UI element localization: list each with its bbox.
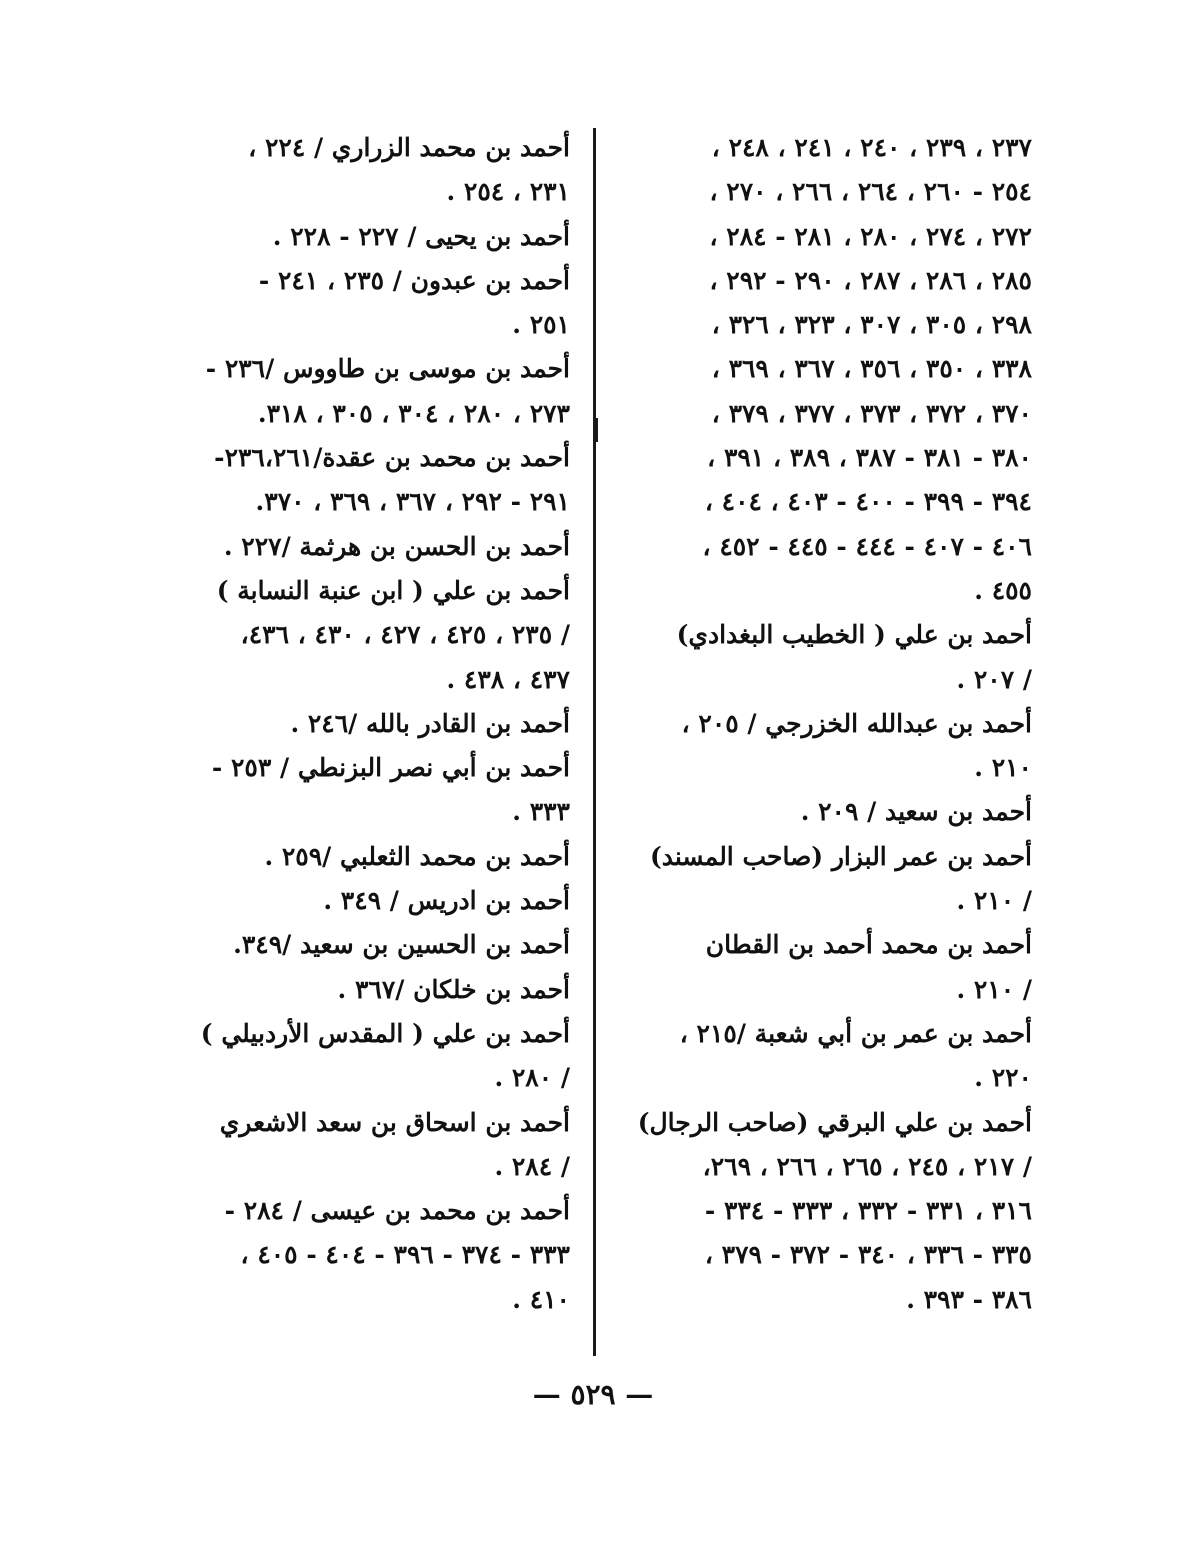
index-line: ٣٣٣ - ٣٧٤ - ٣٩٦ - ٤٠٤ - ٤٠٥ ، <box>240 1240 570 1270</box>
column-divider-mark <box>595 418 598 442</box>
index-line: ٢٩٨ ، ٣٠٥ ، ٣٠٧ ، ٣٢٣ ، ٣٢٦ ، <box>711 310 1032 340</box>
index-line: أحمد بن سعيد / ٢٠٩ . <box>800 797 1032 827</box>
index-line: ٣٣٨ ، ٣٥٠ ، ٣٥٦ ، ٣٦٧ ، ٣٦٩ ، <box>711 354 1032 384</box>
page-number: — ٥٢٩ — <box>532 1378 654 1411</box>
index-line: أحمد بن عبدون / ٢٣٥ ، ٢٤١ - <box>258 265 570 295</box>
index-line: أحمد بن محمد أحمد بن القطان <box>705 930 1032 960</box>
index-line: ٤٥٥ . <box>974 575 1032 605</box>
index-line: / ٢٣٥ ، ٤٢٥ ، ٤٢٧ ، ٤٣٠ ، ٤٣٦، <box>240 620 570 650</box>
index-line: / ٢١٠ . <box>956 886 1032 916</box>
index-line: ٣١٦ ، ٣٣١ - ٣٣٢ ، ٣٣٣ - ٣٣٤ - <box>704 1196 1032 1226</box>
index-line: / ٢١٧ ، ٢٤٥ ، ٢٦٥ ، ٢٦٦ ، ٢٦٩، <box>702 1151 1032 1181</box>
index-line: ٣٨٠ - ٣٨١ - ٣٨٧ ، ٣٨٩ ، ٣٩١ ، <box>707 443 1032 473</box>
index-line: ٢٣١ ، ٢٥٤ . <box>446 177 570 207</box>
index-line: / ٢٨٤ . <box>494 1151 570 1181</box>
index-line: ٣٧٠ ، ٣٧٢ ، ٣٧٣ ، ٣٧٧ ، ٣٧٩ ، <box>711 398 1032 428</box>
index-line: ٣٩٤ - ٣٩٩ - ٤٠٠ - ٤٠٣ ، ٤٠٤ ، <box>704 487 1032 517</box>
index-line: ٢٥١ . <box>512 310 570 340</box>
index-line: ٢٨٥ ، ٢٨٦ ، ٢٨٧ ، ٢٩٠ - ٢٩٢ ، <box>709 265 1032 295</box>
index-line: أحمد بن يحيى / ٢٢٧ - ٢٢٨ . <box>272 221 570 251</box>
index-line: ٢٢٠ . <box>974 1063 1032 1093</box>
index-line: أحمد بن الحسين بن سعيد /٣٤٩. <box>233 930 570 960</box>
index-line: ٢٣٧ ، ٢٣٩ ، ٢٤٠ ، ٢٤١ ، ٢٤٨ ، <box>711 133 1032 162</box>
index-line: أحمد بن اسحاق بن سعد الاشعري <box>219 1107 570 1137</box>
index-line: ٢٧٢ ، ٢٧٤ ، ٢٨٠ ، ٢٨١ - ٢٨٤ ، <box>709 221 1032 251</box>
index-line: أحمد بن ادريس / ٣٤٩ . <box>323 886 570 916</box>
right-column <box>612 126 1032 1322</box>
index-line: أحمد بن موسى بن طاووس /٢٣٦ - <box>205 354 570 384</box>
index-line: ٤١٠ . <box>512 1284 570 1314</box>
index-line: أحمد بن عبدالله الخزرجي / ٢٠٥ ، <box>681 708 1032 738</box>
index-line: ٣٣٣ . <box>512 797 570 827</box>
index-line: / ٢٨٠ . <box>494 1063 570 1093</box>
index-line: ٣٨٦ - ٣٩٣ . <box>906 1284 1032 1314</box>
index-line: ٢١٠ . <box>974 753 1032 783</box>
index-line: أحمد بن محمد بن عيسى / ٢٨٤ - <box>224 1196 570 1226</box>
index-line: / ٢١٠ . <box>956 974 1032 1004</box>
index-line: ٢٧٣ ، ٢٨٠ ، ٣٠٤ ، ٣٠٥ ، ٣١٨. <box>257 398 570 428</box>
index-line: أحمد بن أبي نصر البزنطي / ٢٥٣ - <box>211 753 570 783</box>
index-line: ٣٣٥ - ٣٣٦ ، ٣٤٠ - ٣٧٢ - ٣٧٩ ، <box>704 1240 1032 1270</box>
index-line: ٢٥٤ - ٢٦٠ ، ٢٦٤ ، ٢٦٦ ، ٢٧٠ ، <box>709 177 1032 207</box>
index-line: أحمد بن محمد بن عقدة/٢٣٦،٢٦١- <box>214 443 570 473</box>
index-line: أحمد بن محمد الثعلبي /٢٥٩ . <box>264 841 570 871</box>
index-line: / ٢٠٧ . <box>956 664 1032 694</box>
index-line: أحمد بن القادر بالله /٢٤٦ . <box>290 708 570 738</box>
index-line: ٤٣٧ ، ٤٣٨ . <box>446 664 570 694</box>
index-line: أحمد بن عمر البزار (صاحب المسند) <box>649 841 1032 871</box>
index-line: أحمد بن علي ( الخطيب البغدادي) <box>676 620 1032 650</box>
index-line: أحمد بن الحسن بن هرثمة /٢٢٧ . <box>223 531 570 561</box>
index-line: أحمد بن خلكان /٣٦٧ . <box>337 974 570 1004</box>
index-line: أحمد بن علي ( المقدس الأردبيلي ) <box>200 1018 570 1048</box>
left-column <box>150 126 570 1322</box>
index-line: أحمد بن عمر بن أبي شعبة /٢١٥ ، <box>679 1018 1032 1048</box>
index-line: أحمد بن علي ( ابن عنبة النسابة ) <box>216 575 570 605</box>
index-line: أحمد بن علي البرقي (صاحب الرجال) <box>637 1107 1032 1137</box>
index-line: ٢٩١ - ٢٩٢ ، ٣٦٧ ، ٣٦٩ ، ٣٧٠. <box>255 487 570 517</box>
index-line: أحمد بن محمد الزراري / ٢٢٤ ، <box>248 133 570 162</box>
index-line: ٤٠٦ - ٤٠٧ - ٤٤٤ - ٤٤٥ - ٤٥٢ ، <box>702 531 1032 561</box>
column-divider <box>593 128 596 1356</box>
